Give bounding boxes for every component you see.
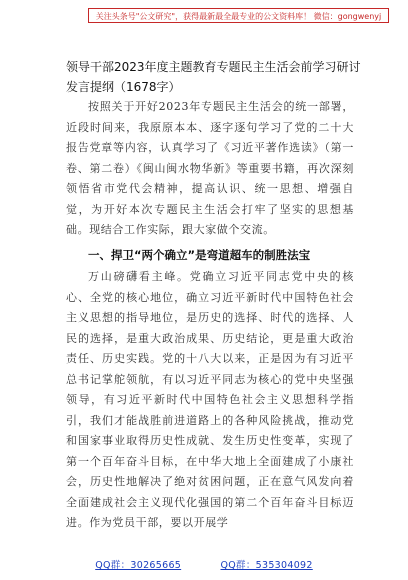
paragraph-section-1: 万山磅礴看主峰。党确立习近平同志党中央的核心、全党的核心地位，确立习近平新时代中国特色社会主义思想的指导地位，是历史的选择、时代的选择、人民的选择，是重大政治成果、历史结论，更是重大政治责任、历史实践。党的十八大以来，正是因为有习近平总书记掌舵领航，有以习近平同志为核心的党中央坚强领导，有习近平新时代中国特色社会主义思想科学指引，我们才能战胜前进道路上的各种风险挑战，推动党和国家事业取得历史性成就、发生历史性变革，实现了第一个百年奋斗目标，在中华大地上全面建成了小康社会，历史性地解决了绝对贫困问题，正在意气风发向着全面建成社会主义现代化强国的第二个百年奋斗目标迈进。作为党员干部，要以开展学 (66, 270, 354, 529)
section-heading-1: 一、捍卫“两个确立”是弯道超车的制胜法宝 (88, 248, 311, 262)
qq-group-1: QQ群：30265665 (95, 560, 182, 571)
qq-group-2: QQ群：535304092 (220, 560, 313, 571)
document-title: 领导干部2023年度主题教育专题民主生活会前学习研讨发言提纲（1678字） (66, 60, 361, 94)
footer (0, 559, 408, 573)
promo-banner: 关注头条号"公文研究"，获得最新最全最专业的公文资料库！ 微信：gongwenyj (88, 8, 389, 23)
paragraph-intro: 按照关于开好2023年专题民主生活会的统一部署，近段时间来，我原原本本、逐字逐句学习了党的二十大报告党章等内容，认真学习了《习近平著作选读》（第一卷、第二卷）《闽山闽水物华新》等重要书籍，再次深刻领悟省市党代会精神，提高认识、统一思想、增强自觉，为开好本次专题民主生活会打牢了坚实的思想基础。现结合工作实际，跟大家做个交流。 (66, 100, 354, 236)
